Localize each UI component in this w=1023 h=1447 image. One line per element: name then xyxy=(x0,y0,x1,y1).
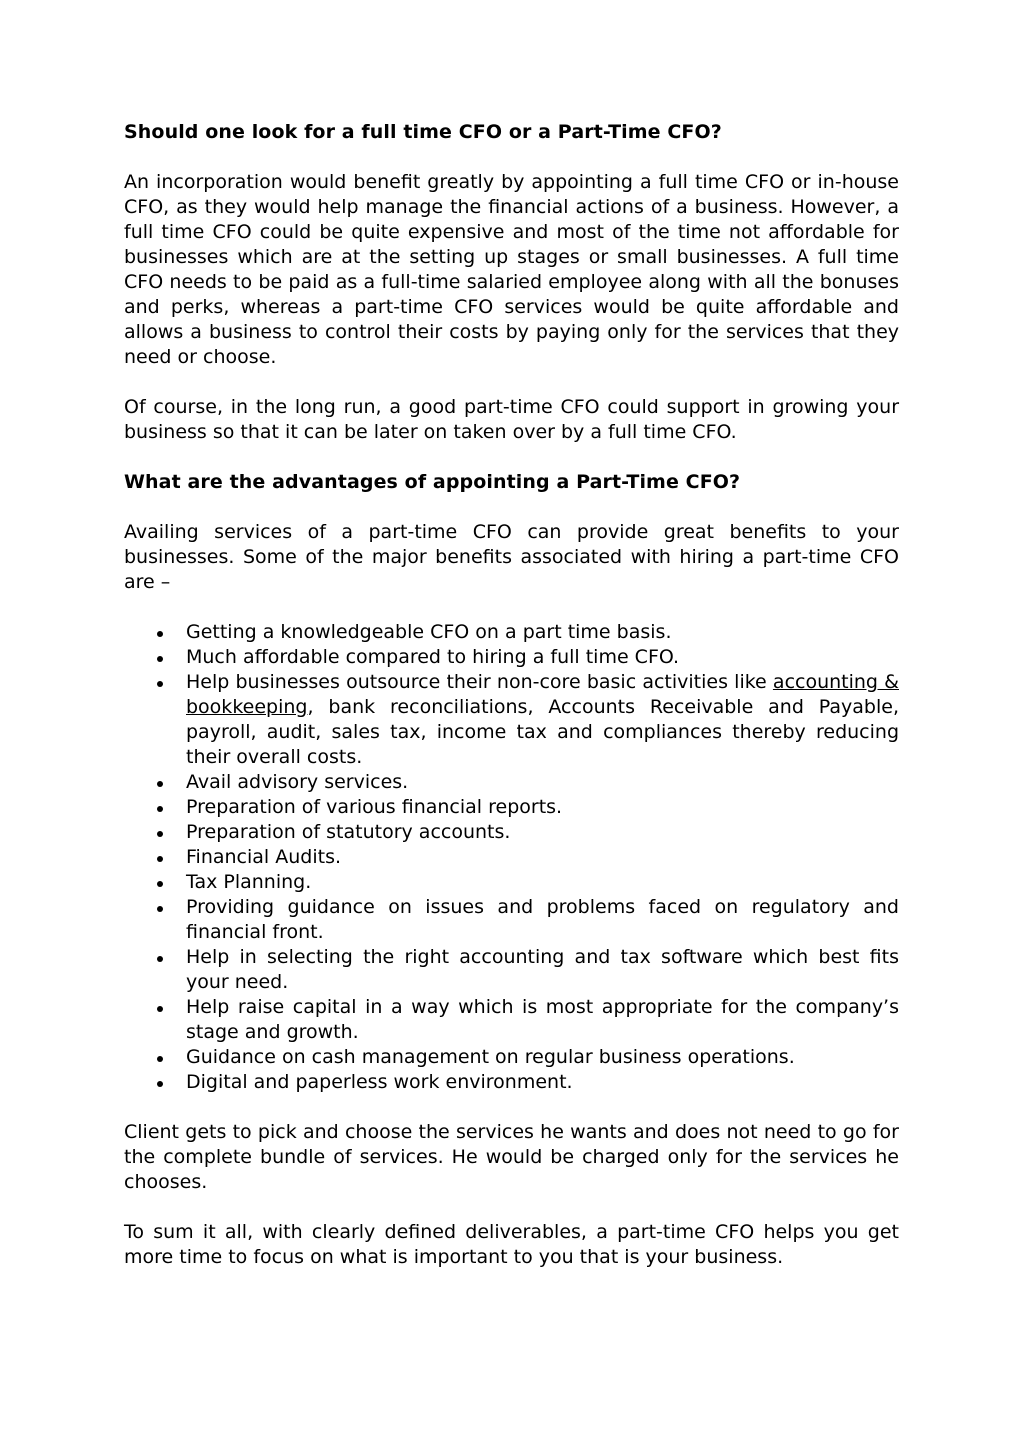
heading-full-vs-part-time: Should one look for a full time CFO or a Part-Time CFO? xyxy=(124,121,722,143)
list-item-text: Financial Audits. xyxy=(186,846,342,868)
bullet-icon xyxy=(157,856,163,862)
list-item xyxy=(124,645,899,670)
list-item-text: Getting a knowledgeable CFO on a part time basis. xyxy=(186,621,672,643)
bullet-icon xyxy=(157,656,163,662)
bullet-icon xyxy=(157,831,163,837)
list-item xyxy=(124,945,899,995)
bullet-icon xyxy=(157,1056,163,1062)
bullet-icon xyxy=(157,781,163,787)
bullet-icon xyxy=(157,631,163,637)
list-item xyxy=(124,845,899,870)
list-item xyxy=(124,1070,899,1095)
list-item xyxy=(124,770,899,795)
list-item xyxy=(124,670,899,770)
paragraph-summary: To sum it all, with clearly defined deliverables, a part-time CFO helps you get more time to focus on what is important to you that is your business. xyxy=(124,1221,899,1268)
list-item-text: Tax Planning. xyxy=(186,871,312,893)
bullet-icon xyxy=(157,1006,163,1012)
list-item-text: Preparation of statutory accounts. xyxy=(186,821,511,843)
list-item xyxy=(124,820,899,845)
paragraph-benefits-intro: Availing services of a part-time CFO can provide great benefits to your businesses. Some of the major benefits associated with hiring a part-time CFO are – xyxy=(124,521,899,593)
bullet-icon xyxy=(157,956,163,962)
list-item xyxy=(124,895,899,945)
list-item xyxy=(124,870,899,895)
list-item-text: Help businesses outsource their non-core basic activities like xyxy=(186,671,773,693)
paragraph-long-run: Of course, in the long run, a good part-time CFO could support in growing your business so that it can be later on taken over by a full time CFO. xyxy=(124,396,899,443)
list-item-text: Providing guidance on issues and problems faced on regulatory and financial front. xyxy=(186,896,899,943)
bullet-icon xyxy=(157,681,163,687)
list-item-text: , bank reconciliations, Accounts Receivable and Payable, payroll, audit, sales tax, income tax and compliances thereby reducing their overall costs. xyxy=(186,696,899,768)
accounting-bookkeeping-link[interactable]: accounting & bookkeeping xyxy=(186,671,899,718)
list-item xyxy=(124,1045,899,1070)
list-item xyxy=(124,795,899,820)
list-item-text: Guidance on cash management on regular business operations. xyxy=(186,1046,795,1068)
bullet-icon xyxy=(157,1081,163,1087)
bullet-icon xyxy=(157,881,163,887)
list-item-text: Avail advisory services. xyxy=(186,771,409,793)
list-item xyxy=(124,995,899,1045)
list-item-text: Digital and paperless work environment. xyxy=(186,1071,573,1093)
list-item-text: Much affordable compared to hiring a full time CFO. xyxy=(186,646,680,668)
paragraph-pick-services: Client gets to pick and choose the services he wants and does not need to go for the complete bundle of services. He would be charged only for the services he chooses. xyxy=(124,1121,899,1193)
heading-advantages: What are the advantages of appointing a Part-Time CFO? xyxy=(124,471,741,493)
list-item xyxy=(124,620,899,645)
bullet-icon xyxy=(157,906,163,912)
list-item-text: Help raise capital in a way which is most appropriate for the company’s stage and growth. xyxy=(186,996,899,1043)
bullet-icon xyxy=(157,806,163,812)
list-item-text: Help in selecting the right accounting and tax software which best fits your need. xyxy=(186,946,899,993)
benefits-list xyxy=(124,620,899,1095)
list-item-text: Preparation of various financial reports. xyxy=(186,796,563,818)
paragraph-intro: An incorporation would benefit greatly by appointing a full time CFO or in-house CFO, as they would help manage the financial actions of a business. However, a full time CFO could be quite expensive and most of the time not affordable for businesses which are at the setting up stages or small businesses. A full time CFO needs to be paid as a full-time salaried employee along with all the bonuses and perks, whereas a part-time CFO services would be quite affordable and allows a business to control their costs by paying only for the services that they need or choose. xyxy=(124,171,899,368)
document-page xyxy=(124,120,899,1295)
